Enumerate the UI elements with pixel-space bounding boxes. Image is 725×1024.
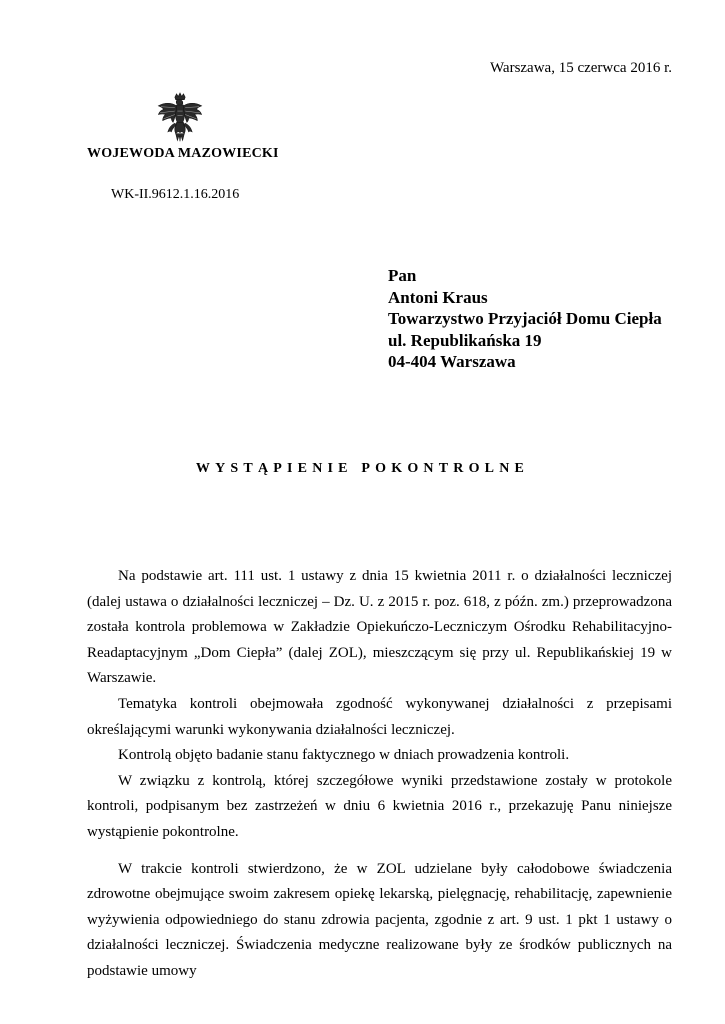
body-paragraph: W związku z kontrolą, której szczegółowe wyniki przedstawione zostały w protokole kontroli, podpisanym bez zastrzeżeń w dniu 6 kwietnia 2016 r., przekazuję Panu niniejsze wystąpienie pokontrolne.: [87, 772, 672, 840]
body-paragraph: Na podstawie art. 111 ust. 1 ustawy z dnia 15 kwietnia 2011 r. o działalności leczniczej (dalej ustawa o działalności leczniczej – Dz. U. z 2015 r. poz. 618, z późn. zm.) przeprowadzona została kontrola problemowa w Zakładzie Opiekuńczo-Leczniczym Ośrodku Rehabilitacyjno-Readaptacyjnym „Dom Ciepła” (dalej ZOL), mieszczącym się przy ul. Republikańskiej 19 w Warszawie.: [87, 568, 672, 687]
issuing-office-name: WOJEWODA MAZOWIECKI: [87, 146, 279, 161]
recipient-address-block: [388, 265, 662, 373]
recipient-postal-city: 04-404 Warszawa: [388, 352, 516, 371]
polish-eagle-emblem-icon: [154, 92, 206, 144]
body-paragraph: Tematyka kontroli obejmowała zgodność wykonywanej działalności z przepisami określającymi warunki wykonywania działalności leczniczej.: [87, 695, 672, 738]
case-reference-number: WK-II.9612.1.16.2016: [111, 187, 240, 202]
recipient-salutation: Pan: [388, 266, 417, 285]
body-paragraph: Kontrolą objęto badanie stanu faktycznego w dniach prowadzenia kontroli.: [118, 747, 570, 764]
recipient-name: Antoni Kraus: [388, 287, 488, 307]
document-title: WYSTĄPIENIE POKONTROLNE: [195, 461, 530, 476]
document-date: Warszawa, 15 czerwca 2016 r.: [489, 60, 672, 76]
document-body: [87, 564, 672, 985]
body-paragraph: W trakcie kontroli stwierdzono, że w ZOL udzielane były całodobowe świadczenia zdrowotne obejmujące swoim zakresem opiekę lekarską, pielęgnację, rehabilitację, zapewnienie wyżywienia odpowiedniego do stanu zdrowia pacjenta, zgodnie z art. 9 ust. 1 pkt 1 ustawy o działalności leczniczej. Świadczenia medyczne realizowane były ze środków publicznych na podstawie umowy: [87, 860, 672, 979]
recipient-organization: Towarzystwo Przyjaciół Domu Ciepła: [388, 309, 662, 328]
recipient-street: ul. Republikańska 19: [388, 330, 542, 350]
